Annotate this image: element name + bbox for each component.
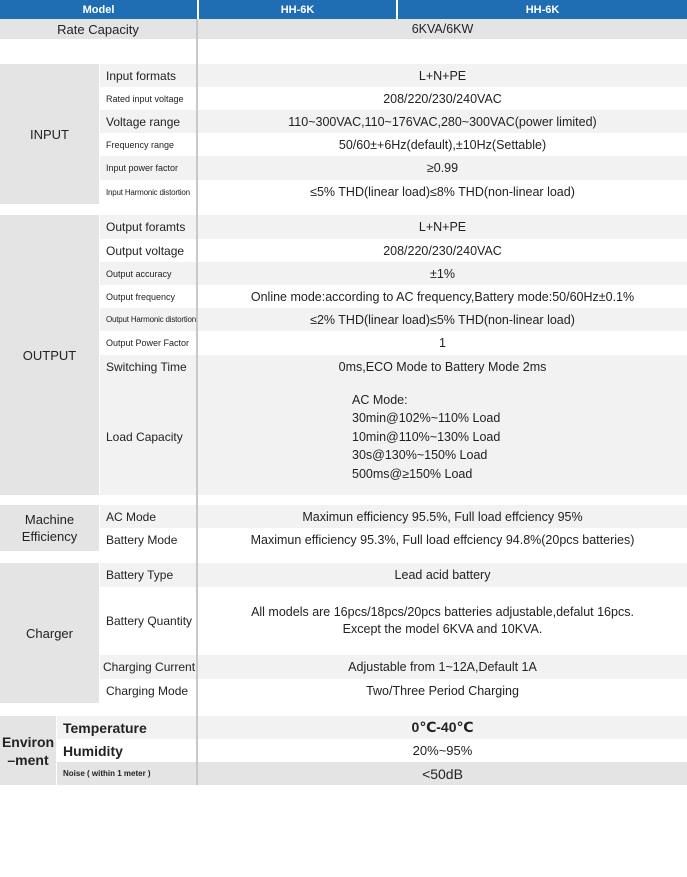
load-capacity-line: 500ms@≥150% Load [352,466,473,481]
frequency-range-value: 50/60±+6Hz(default),±10Hz(Settable) [198,133,687,156]
battery-type-label: Battery Type [100,563,196,587]
charging-current-label: Charging Current [100,655,196,679]
temperature-value: 0℃-40℃ [198,716,687,739]
input-harmonic-distortion-label: Input Harmonic distortion [100,180,196,204]
rate-capacity-value: 6KVA/6KW [198,19,687,39]
machine-efficiency-category: Machine Efficiency [0,505,99,551]
output-frequency-value: Online mode:according to AC frequency,Battery mode:50/60Hz±0.1% [198,285,687,308]
noise-value: <50dB [198,762,687,785]
header-model: Model [0,0,197,19]
load-capacity-value [198,379,687,495]
input-category: INPUT [0,64,99,204]
rated-input-voltage-value: 208/220/230/240VAC [198,87,687,110]
output-voltage-value: 208/220/230/240VAC [198,239,687,262]
input-formats-value: L+N+PE [198,64,687,87]
output-frequency-label: Output frequency [100,285,196,308]
input-power-factor-label: Input power factor [100,156,196,180]
input-harmonic-distortion-value: ≤5% THD(linear load)≤8% THD(non-linear load) [198,180,687,204]
ac-mode-label: AC Mode [100,505,196,528]
ac-mode-value: Maximun efficiency 95.5%, Full load effciency 95% [198,505,687,528]
rated-input-voltage-label: Rated input voltage [100,87,196,110]
humidity-value: 20%~95% [198,739,687,762]
charging-mode-label: Charging Mode [100,679,196,703]
load-capacity-label: Load Capacity [100,379,196,495]
output-voltage-label: Output voltage [100,239,196,262]
battery-quantity-label: Battery Quantity [100,587,196,655]
input-power-factor-value: ≥0.99 [198,156,687,180]
output-formats-label: Output foramts [100,215,196,239]
output-harmonic-distortion-value: ≤2% THD(linear load)≤5% THD(non-linear load) [198,308,687,331]
battery-mode-label: Battery Mode [100,528,196,551]
environment-category: Environ –ment [0,716,56,785]
voltage-range-value: 110~300VAC,110~176VAC,280~300VAC(power limited) [198,110,687,133]
load-capacity-line: AC Mode: [352,392,408,407]
column-divider [196,19,198,785]
header-model-name: HH-6K [199,0,396,19]
humidity-label: Humidity [57,739,196,762]
output-harmonic-distortion-label: Output Harmonic distortion [100,308,196,331]
battery-type-value: Lead acid battery [198,563,687,587]
load-capacity-line: 30min@102%~110% Load [352,411,501,426]
switching-time-value: 0ms,ECO Mode to Battery Mode 2ms [198,355,687,379]
temperature-label: Temperature [57,716,196,739]
battery-quantity-value: All models are 16pcs/18pcs/20pcs batteries adjustable,defalut 16pcs. Except the model 6KVA and 10KVA. [198,587,687,655]
frequency-range-label: Frequency range [100,133,196,156]
output-formats-value: L+N+PE [198,215,687,239]
battery-mode-value: Maximun efficiency 95.3%, Full load effciency 94.8%(20pcs batteries) [198,528,687,551]
input-formats-label: Input formats [100,64,196,87]
output-power-factor-label: Output Power Factor [100,331,196,355]
load-capacity-line: 30s@130%~150% Load [352,448,488,463]
rate-capacity-label: Rate Capacity [0,19,196,39]
charging-current-value: Adjustable from 1~12A,Default 1A [198,655,687,679]
header-model-name-2: HH-6K [398,0,687,19]
noise-label: Noise ( within 1 meter ) [57,762,196,785]
output-category: OUTPUT [0,215,99,495]
output-accuracy-value: ±1% [198,262,687,285]
switching-time-label: Switching Time [100,355,196,379]
output-power-factor-value: 1 [198,331,687,355]
load-capacity-line: 10min@110%~130% Load [352,429,501,444]
charging-mode-value: Two/Three Period Charging [198,679,687,703]
charger-category: Charger [0,563,99,703]
output-accuracy-label: Output accuracy [100,262,196,285]
voltage-range-label: Voltage range [100,110,196,133]
